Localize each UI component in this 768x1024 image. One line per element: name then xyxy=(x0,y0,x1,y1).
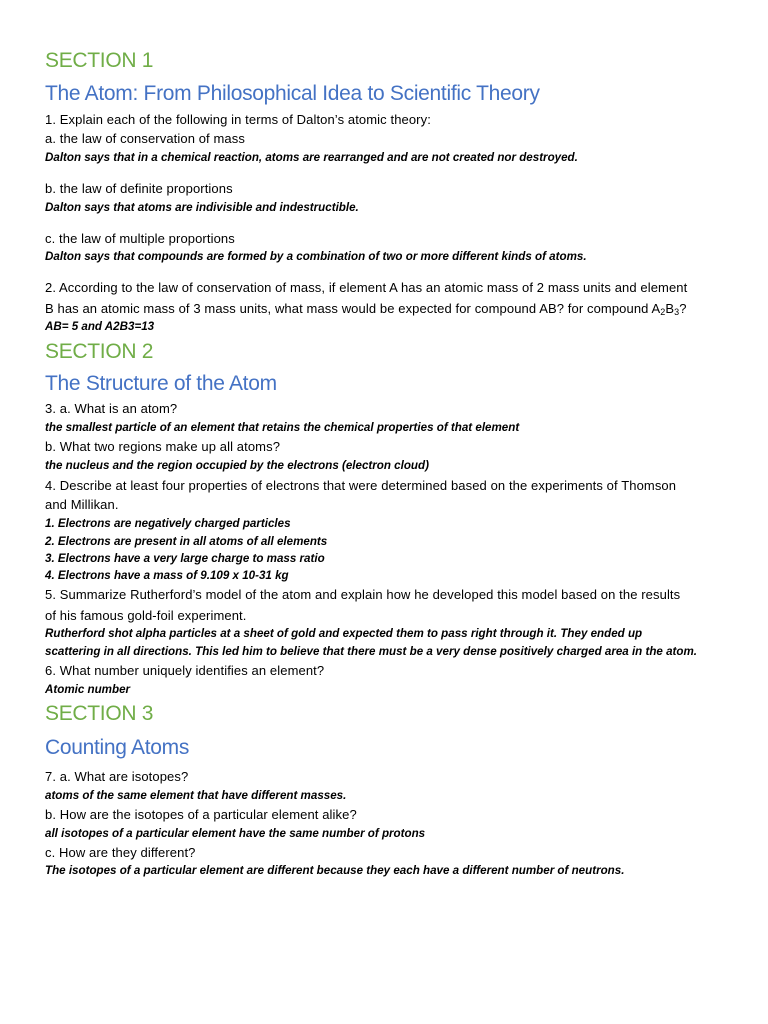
question-4-line-1: 4. Describe at least four properties of electrons that were determined based on the experiments of Thomson xyxy=(45,478,677,493)
section-1-title: The Atom: From Philosophical Idea to Scientific Theory xyxy=(45,82,540,105)
subscript-2: 2 xyxy=(660,307,666,317)
answer-4-item-3: 3. Electrons have a very large charge to mass ratio xyxy=(45,552,325,565)
answer-1a: Dalton says that in a chemical reaction, atoms are rearranged and are not created nor destroyed. xyxy=(45,151,578,164)
question-4-line-2: and Millikan. xyxy=(45,497,119,512)
answer-5-line-2: scattering in all directions. This led him to believe that there must be a very dense positively charged area in the atom. xyxy=(45,645,698,658)
question-1a: a. the law of conservation of mass xyxy=(45,131,245,146)
question-2-text: B has an atomic mass of 3 mass units, what mass would be expected for compound AB? for compound A xyxy=(45,301,661,316)
answer-7b: all isotopes of a particular element have the same number of protons xyxy=(45,827,426,840)
answer-4-item-1: 1. Electrons are negatively charged particles xyxy=(45,517,291,530)
question-2-line-1: 2. According to the law of conservation of mass, if element A has an atomic mass of 2 mass units and element xyxy=(45,280,688,295)
question-1c: c. the law of multiple proportions xyxy=(45,231,235,246)
section-2-label: SECTION 2 xyxy=(45,340,154,363)
answer-7a: atoms of the same element that have different masses. xyxy=(45,789,347,802)
answer-2: AB= 5 and A2B3=13 xyxy=(45,320,155,333)
answer-7c: The isotopes of a particular element are different because they each have a different number of neutrons. xyxy=(45,864,625,877)
answer-5-line-1: Rutherford shot alpha particles at a sheet of gold and expected them to pass right through it. They ended up xyxy=(45,627,643,640)
question-mark: ? xyxy=(679,301,687,316)
answer-3a: the smallest particle of an element that retains the chemical properties of that element xyxy=(45,421,520,434)
answer-6: Atomic number xyxy=(45,683,131,696)
section-2-title: The Structure of the Atom xyxy=(45,372,277,395)
question-7b: b. How are the isotopes of a particular element alike? xyxy=(45,807,357,822)
question-2-line-2 xyxy=(45,301,687,316)
subscript-3: 3 xyxy=(674,307,680,317)
answer-4-item-4: 4. Electrons have a mass of 9.109 x 10-31 kg xyxy=(45,569,289,582)
question-7a: 7. a. What are isotopes? xyxy=(45,769,189,784)
answer-4-item-2: 2. Electrons are present in all atoms of all elements xyxy=(45,535,328,548)
question-7c: c. How are they different? xyxy=(45,845,196,860)
question-5-line-1: 5. Summarize Rutherford’s model of the atom and explain how he developed this model based on the results xyxy=(45,587,681,602)
question-3b: b. What two regions make up all atoms? xyxy=(45,439,281,454)
section-3-label: SECTION 3 xyxy=(45,702,154,725)
section-1-label: SECTION 1 xyxy=(45,49,154,72)
question-6: 6. What number uniquely identifies an element? xyxy=(45,663,325,678)
question-5-line-2: of his famous gold-foil experiment. xyxy=(45,608,247,623)
question-3a: 3. a. What is an atom? xyxy=(45,401,178,416)
answer-3b: the nucleus and the region occupied by the electrons (electron cloud) xyxy=(45,459,429,472)
question-1b: b. the law of definite proportions xyxy=(45,181,233,196)
question-1: 1. Explain each of the following in terms of Dalton’s atomic theory: xyxy=(45,112,431,127)
section-3-title: Counting Atoms xyxy=(45,736,190,759)
formula-b: B xyxy=(665,301,675,316)
answer-1b: Dalton says that atoms are indivisible and indestructible. xyxy=(45,201,359,214)
answer-1c: Dalton says that compounds are formed by a combination of two or more different kinds of atoms. xyxy=(45,250,587,263)
